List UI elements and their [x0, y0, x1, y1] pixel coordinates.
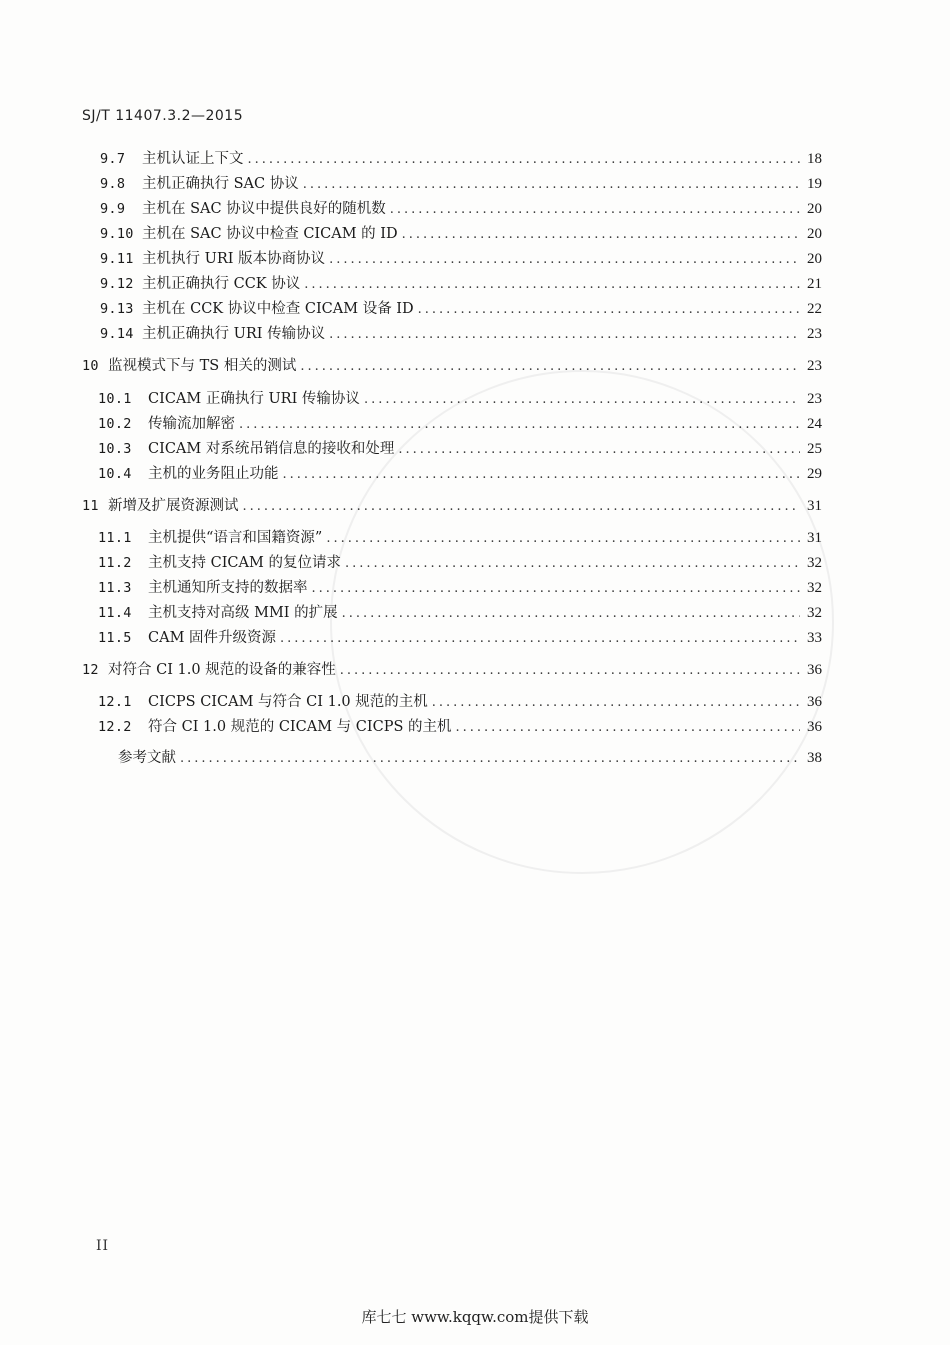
toc-entry-title: 主机正确执行 SAC 协议 [142, 176, 299, 192]
toc-leader-dots [326, 528, 800, 550]
toc-entry-title: 主机在 SAC 协议中检查 CICAM 的 ID [142, 226, 398, 242]
toc-entry-number: 11.1 [98, 530, 132, 546]
toc-leader-dots [456, 717, 801, 739]
toc-entry[interactable] [100, 298, 822, 320]
toc-entry-number: 12.1 [98, 694, 132, 710]
toc-entry-number: 11.2 [98, 555, 132, 571]
toc-entry-number: 10.3 [98, 441, 132, 457]
toc-entry-page: 32 [807, 605, 822, 621]
toc-entry-title: CICAM 正确执行 URI 传输协议 [148, 391, 360, 407]
toc-leader-dots [283, 464, 801, 486]
toc-entry-title: 主机在 SAC 协议中提供良好的随机数 [142, 201, 386, 217]
toc-entry[interactable] [98, 463, 822, 485]
toc-leader-dots [402, 224, 800, 246]
toc-leader-dots [303, 174, 800, 196]
toc-entry-title: CICPS CICAM 与符合 CI 1.0 规范的主机 [148, 694, 428, 710]
toc-leader-dots [248, 149, 801, 171]
toc-leader-dots [329, 249, 800, 271]
toc-entry[interactable] [82, 355, 822, 377]
toc-entry-title: 主机正确执行 URI 传输协议 [142, 326, 326, 342]
toc-entry-title: 符合 CI 1.0 规范的 CICAM 与 CICPS 的主机 [148, 719, 452, 735]
toc-entry-title: 主机支持 CICAM 的复位请求 [148, 555, 341, 571]
toc-entry[interactable] [100, 323, 822, 345]
toc-leader-dots [398, 439, 800, 461]
toc-entry-page: 19 [807, 176, 822, 192]
toc-entry[interactable] [100, 273, 822, 295]
toc-entry-number: 12 [82, 662, 99, 678]
toc-entry-number: 10 [82, 358, 99, 374]
page-number: II [96, 1238, 110, 1254]
toc-entry-number: 10.4 [98, 466, 132, 482]
toc-entry-title: CAM 固件升级资源 [148, 630, 277, 646]
toc-entry-title: 监视模式下与 TS 相关的测试 [108, 358, 297, 374]
toc-entry[interactable] [98, 691, 822, 713]
toc-entry-title: 主机提供“语言和国籍资源” [148, 530, 323, 546]
toc-entry[interactable] [118, 747, 822, 769]
toc-entry-page: 20 [807, 251, 822, 267]
toc-entry-page: 22 [807, 301, 822, 317]
toc-entry-number: 9.7 [100, 151, 126, 167]
toc-leader-dots [180, 748, 800, 770]
toc-entry-page: 23 [807, 358, 822, 374]
toc-entry[interactable] [98, 577, 822, 599]
toc-entry-title: 新增及扩展资源测试 [108, 498, 239, 514]
toc-entry-title: 主机执行 URI 版本协商协议 [142, 251, 326, 267]
toc-entry[interactable] [100, 148, 822, 170]
toc-entry[interactable] [98, 527, 822, 549]
toc-entry-title: 参考文献 [118, 750, 176, 766]
toc-entry-page: 23 [807, 326, 822, 342]
toc-leader-dots [300, 356, 800, 378]
toc-entry-number: 10.2 [98, 416, 132, 432]
toc-entry-page: 38 [807, 750, 822, 766]
toc-entry-page: 32 [807, 580, 822, 596]
toc-entry-number: 9.9 [100, 201, 126, 217]
toc-entry[interactable] [98, 438, 822, 460]
toc-leader-dots [342, 603, 800, 625]
toc-entry-page: 18 [807, 151, 822, 167]
toc-entry-number: 11.3 [98, 580, 132, 596]
toc-entry-page: 36 [807, 719, 822, 735]
toc-entry[interactable] [98, 716, 822, 738]
toc-leader-dots [280, 628, 800, 650]
toc-entry-title: 对符合 CI 1.0 规范的设备的兼容性 [108, 662, 336, 678]
toc-entry[interactable] [100, 223, 822, 245]
toc-entry[interactable] [100, 248, 822, 270]
toc-entry-page: 24 [807, 416, 822, 432]
toc-entry-title: CICAM 对系统吊销信息的接收和处理 [148, 441, 395, 457]
toc-entry-page: 23 [807, 391, 822, 407]
toc-entry-page: 36 [807, 694, 822, 710]
toc-entry-number: 9.13 [100, 301, 134, 317]
toc-leader-dots [390, 199, 800, 221]
toc-entry-title: 主机的业务阻止功能 [148, 466, 279, 482]
toc-leader-dots [345, 553, 800, 575]
toc-entry-title: 主机通知所支持的数据率 [148, 580, 308, 596]
toc-entry-number: 9.14 [100, 326, 134, 342]
toc-entry-title: 主机认证上下文 [142, 151, 244, 167]
toc-leader-dots [364, 389, 800, 411]
toc-leader-dots [329, 324, 800, 346]
toc-entry-number: 12.2 [98, 719, 132, 735]
download-footer: 库七七 www.kqqw.com提供下载 [361, 1308, 589, 1326]
toc-entry[interactable] [82, 659, 822, 681]
toc-entry-page: 36 [807, 662, 822, 678]
toc-leader-dots [304, 274, 800, 296]
toc-leader-dots [239, 414, 800, 436]
toc-entry[interactable] [98, 602, 822, 624]
toc-entry-title: 主机支持对高级 MMI 的扩展 [148, 605, 338, 621]
toc-entry-number: 9.10 [100, 226, 134, 242]
toc-entry-number: 11.5 [98, 630, 132, 646]
toc-entry-number: 11 [82, 498, 99, 514]
document-code: SJ/T 11407.3.2—2015 [82, 108, 244, 124]
toc-leader-dots [243, 496, 801, 518]
toc-entry-number: 9.11 [100, 251, 134, 267]
toc-entry-page: 31 [807, 530, 822, 546]
toc-leader-dots [340, 660, 800, 682]
toc-entry-title: 主机正确执行 CCK 协议 [142, 276, 301, 292]
toc-entry-number: 10.1 [98, 391, 132, 407]
toc-entry-page: 21 [807, 276, 822, 292]
toc-entry[interactable] [82, 495, 822, 517]
toc-entry-title: 主机在 CCK 协议中检查 CICAM 设备 ID [142, 301, 414, 317]
toc-entry[interactable] [100, 198, 822, 220]
toc-entry[interactable] [100, 173, 822, 195]
toc-leader-dots [418, 299, 800, 321]
toc-leader-dots [432, 692, 800, 714]
toc-entry-page: 20 [807, 226, 822, 242]
toc-entry-title: 传输流加解密 [148, 416, 235, 432]
toc-entry-page: 32 [807, 555, 822, 571]
toc-leader-dots [312, 578, 801, 600]
toc-entry-page: 20 [807, 201, 822, 217]
toc-entry-number: 9.8 [100, 176, 126, 192]
toc-entry-page: 31 [807, 498, 822, 514]
toc-entry-page: 33 [807, 630, 822, 646]
toc-entry-number: 9.12 [100, 276, 134, 292]
toc-entry-page: 25 [807, 441, 822, 457]
toc-entry[interactable] [98, 413, 822, 435]
toc-entry[interactable] [98, 388, 822, 410]
toc-entry[interactable] [98, 627, 822, 649]
toc-entry-number: 11.4 [98, 605, 132, 621]
toc-entry[interactable] [98, 552, 822, 574]
toc-entry-page: 29 [807, 466, 822, 482]
